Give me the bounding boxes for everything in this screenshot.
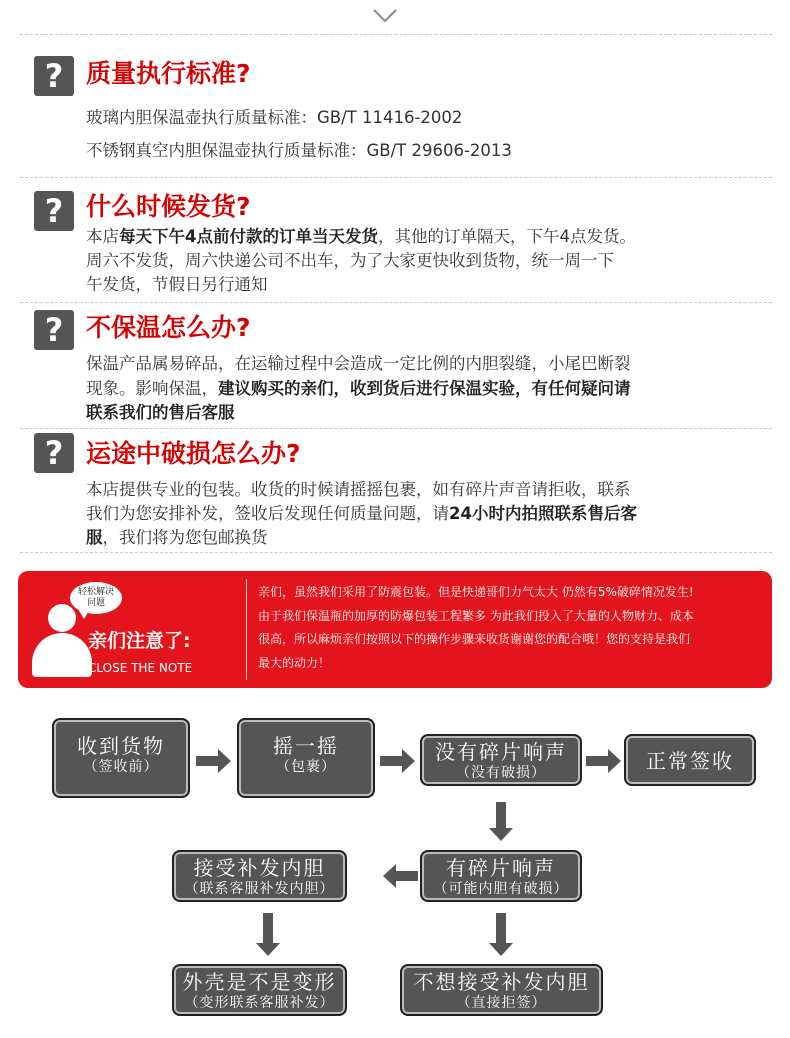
quality-line-glass: 玻璃内胆保温壶执行质量标准：GB/T 11416-2002	[86, 108, 463, 127]
arrow-right-icon	[586, 748, 622, 774]
flow-refuse: 不想接受补发内胆 （直接拒签）	[400, 964, 603, 1016]
damage-line-2: 我们为您安排补发，签收后发现任何质量问题，请24小时内拍照联系售后客	[86, 504, 637, 523]
damage-line-3: 服，我们将为您包邮换货	[86, 528, 268, 547]
quality-line-steel: 不锈钢真空内胆保温壶执行质量标准：GB/T 29606-2013	[86, 141, 512, 160]
shipping-line-3: 午发货，节假日另行通知	[86, 275, 268, 294]
arrow-right-icon	[380, 748, 416, 774]
flow-accept: 接受补发内胆 （联系客服补发内胆）	[172, 850, 347, 902]
flow-no-sound: 没有碎片响声 （没有破损）	[420, 734, 582, 786]
divider	[20, 428, 772, 429]
note-divider	[246, 579, 247, 680]
chevron-down-icon	[370, 6, 400, 26]
question-icon: ?	[34, 310, 74, 350]
flow-normal: 正常签收	[624, 734, 756, 786]
flow-receive: 收到货物 （签收前）	[52, 718, 190, 798]
person-body	[32, 633, 92, 677]
divider	[20, 34, 772, 35]
section-title-insulation: 不保温怎么办?	[86, 313, 251, 342]
divider	[20, 177, 772, 178]
note-banner	[18, 571, 772, 688]
arrow-down-icon	[255, 913, 281, 957]
arrow-down-icon	[488, 913, 514, 957]
question-icon: ?	[34, 56, 74, 96]
flow-shell: 外壳是不是变形 （变形联系客服补发）	[172, 964, 347, 1016]
note-title: 亲们注意了:	[88, 630, 191, 652]
arrow-down-icon	[488, 802, 514, 842]
insulation-line-1: 保温产品属易碎品，在运输过程中会造成一定比例的内胆裂缝，小尾巴断裂	[86, 354, 631, 373]
speech-bubble-tail	[78, 609, 90, 619]
divider	[20, 552, 772, 553]
flow-shake: 摇一摇 （包裹）	[237, 718, 375, 798]
question-icon: ?	[34, 433, 74, 473]
speech-bubble: 轻松解决 问题	[70, 582, 122, 614]
damage-line-1: 本店提供专业的包装。收货的时候请摇摇包裹，如有碎片声音请拒收，联系	[86, 480, 631, 499]
arrow-right-icon	[196, 748, 232, 774]
section-title-quality: 质量执行标准?	[86, 59, 251, 88]
person-icon	[48, 604, 76, 632]
arrow-left-icon	[382, 863, 418, 889]
note-text: 亲们，虽然我们采用了防震包装。但是快递哥们力气太大 仍然有5%破碎情况发生! 由于我们保温瓶的加厚的防爆包装工程繁多 为此我们投入了大量的人物财力、成本 很高，所以麻烦亲们按照以下的操作步骤来收货谢谢您的配合哦！您的支持是我们 最大的动力！	[258, 585, 694, 670]
flow-has-sound: 有碎片响声 （可能内胆有破损）	[420, 850, 582, 902]
insulation-line-2: 现象。影响保温，建议购买的亲们，收到货后进行保温实验，有任何疑问请	[86, 379, 631, 398]
question-icon: ?	[34, 191, 74, 231]
insulation-line-3: 联系我们的售后客服	[86, 403, 235, 422]
divider	[20, 302, 772, 303]
shipping-line-1: 本店每天下午4点前付款的订单当天发货，其他的订单隔天，下午4点发货。	[86, 227, 636, 246]
section-title-damage: 运途中破损怎么办?	[86, 439, 301, 468]
section-title-shipping: 什么时候发货?	[86, 192, 251, 221]
shipping-line-2: 周六不发货，周六快递公司不出车，为了大家更快收到货物，统一周一下	[86, 251, 614, 270]
note-subtitle: CLOSE THE NOTE	[88, 661, 193, 675]
